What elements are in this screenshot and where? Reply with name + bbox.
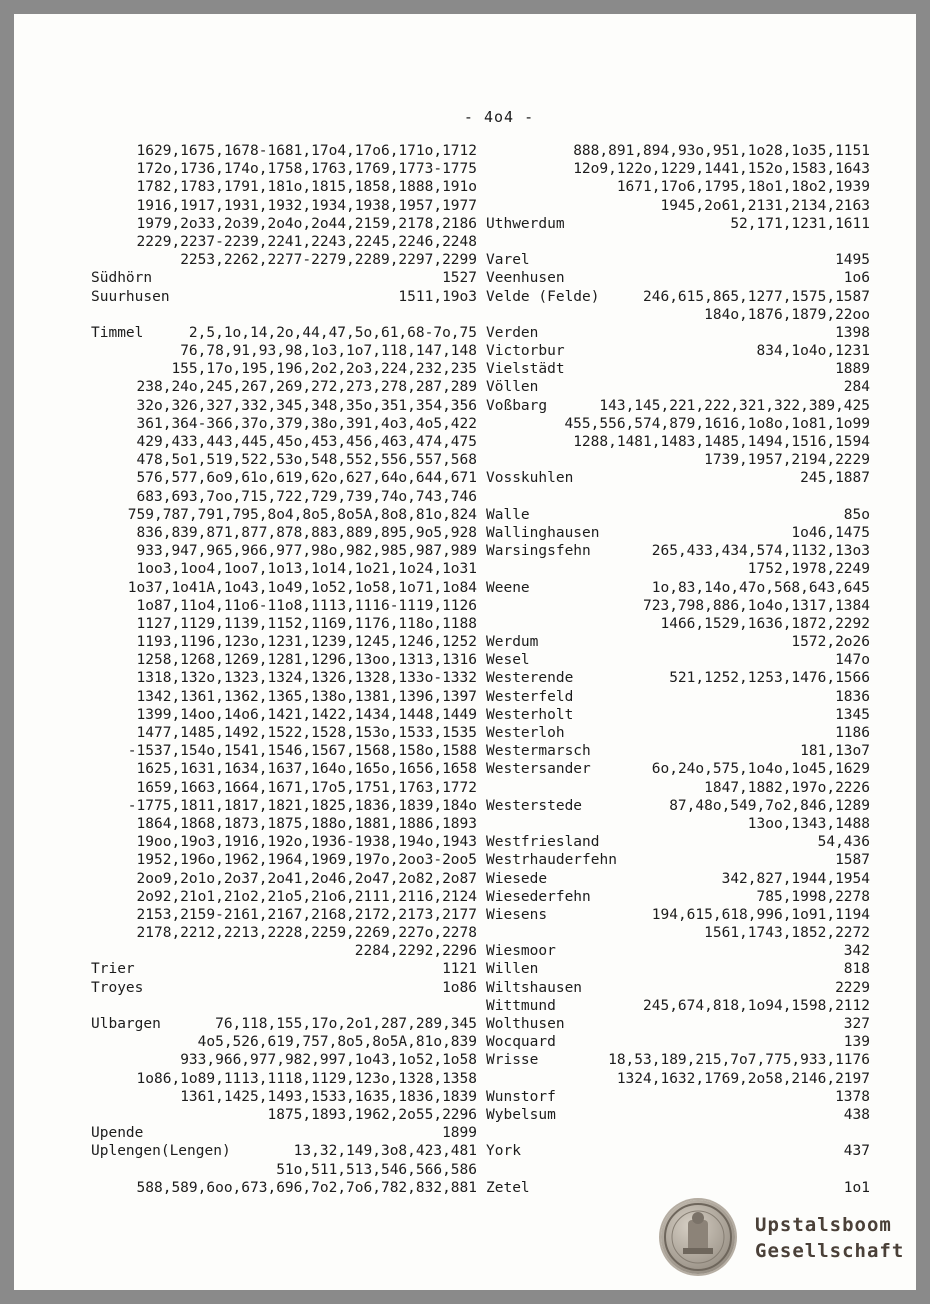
entry-page-numbers: 478,5o1,519,522,53o,548,552,556,557,568 [136,452,477,469]
index-entry [486,215,870,233]
entry-page-numbers: 147o [835,652,870,669]
entry-page-numbers: 1361,1425,1493,1533,1635,1836,1839 [180,1088,477,1105]
entry-page-numbers: 1342,1361,1362,1365,138o,1381,1396,1397 [136,688,477,705]
index-entry [91,1051,477,1069]
index-entry [486,269,870,287]
entry-page-numbers: 361,364-366,37o,379,38o,391,4o3,4o5,422 [136,415,477,432]
entry-page-numbers: 327 [843,1016,870,1032]
index-entry [91,233,477,251]
entry-page-numbers: 245,674,818,1o94,1598,2112 [643,997,870,1014]
entry-place-name: Varel [486,252,530,269]
index-entry [486,233,870,251]
index-entry [486,815,870,833]
entry-page-numbers: 2o92,21o1,21o2,21o5,21o6,2111,2116,2124 [136,888,477,905]
index-entry [91,833,477,851]
index-column-left [91,142,477,1197]
entry-page-numbers: 155,17o,195,196,2o2,2o3,224,232,235 [171,361,477,378]
entry-place-name: Warsingsfehn [486,543,591,560]
index-entry [486,688,870,706]
entry-page-numbers: 1o86 [442,979,477,996]
entry-page-numbers: 1899 [442,1125,477,1142]
index-entry [486,870,870,888]
index-entry [91,1033,477,1051]
entry-place-name: Wolthusen [486,1016,565,1032]
entry-place-name: Westerfeld [486,688,574,705]
publisher-logo [661,1200,911,1276]
index-entry [91,342,477,360]
index-entry [91,1106,477,1124]
entry-place-name: Westerstede [486,797,583,814]
entry-page-numbers: 85o [843,506,870,523]
entry-place-name: Völlen [486,379,539,396]
index-entry [91,797,477,815]
entry-page-numbers: 245,1887 [800,470,870,487]
entry-page-numbers: 785,1998,2278 [756,888,870,905]
index-entry [91,1124,477,1142]
index-entry [486,197,870,215]
entry-place-name: Uplengen(Lengen) [91,1143,231,1160]
index-entry [91,1161,477,1179]
index-entry [486,706,870,724]
entry-page-numbers: 184o,1876,1879,22oo [704,306,870,323]
index-entry [486,1070,870,1088]
entry-place-name: Veenhusen [486,270,565,287]
index-entry [486,997,870,1015]
index-entry [91,597,477,615]
index-entry [91,160,477,178]
publisher-name-line1: Upstalsboom [755,1214,892,1236]
index-entry [91,142,477,160]
index-entry [486,888,870,906]
index-entry [91,742,477,760]
index-entry [486,833,870,851]
entry-page-numbers: 6o,24o,575,1o4o,1o45,1629 [651,761,870,778]
entry-page-numbers: 1889 [835,361,870,378]
entry-place-name: Südhörn [91,270,153,287]
entry-page-numbers: 1o,83,14o,47o,568,643,645 [651,579,870,596]
entry-place-name: Troyes [91,979,144,996]
index-entry [91,1070,477,1088]
entry-page-numbers: 76,118,155,17o,2o1,287,289,345 [215,1016,477,1032]
entry-page-numbers: 1952,196o,1962,1964,1969,197o,2oo3-2oo5 [136,852,477,869]
index-entry [486,288,870,306]
entry-page-numbers: -1775,1811,1817,1821,1825,1836,1839,184o [127,797,477,814]
entry-place-name: Werdum [486,634,539,651]
index-entry [486,1124,870,1142]
entry-page-numbers: 265,433,434,574,1132,13o3 [651,543,870,560]
index-entry [486,560,870,578]
entry-place-name: Zetel [486,1179,530,1196]
index-entry [91,1142,477,1160]
entry-page-numbers: 818 [843,961,870,978]
entry-page-numbers: 1671,17o6,1795,18o1,18o2,1939 [616,179,870,196]
index-entry [486,178,870,196]
index-entry [91,542,477,560]
index-entry [91,506,477,524]
entry-page-numbers: 2284,2292,2296 [354,943,477,960]
entry-page-numbers: 933,947,965,966,977,98o,982,985,987,989 [136,543,477,560]
entry-page-numbers: 437 [843,1143,870,1160]
entry-place-name: Victorbur [486,343,565,360]
entry-page-numbers: 342 [843,943,870,960]
index-entry [91,378,477,396]
index-entry [486,797,870,815]
entry-page-numbers: 1875,1893,1962,2o55,2296 [267,1106,477,1123]
index-entry [486,669,870,687]
entry-page-numbers: 1193,1196,123o,1231,1239,1245,1246,1252 [136,634,477,651]
entry-place-name: Suurhusen [91,288,170,305]
entry-page-numbers: 1121 [442,961,477,978]
entry-page-numbers: 1324,1632,1769,2o58,2146,2197 [616,1070,870,1087]
index-entry [91,706,477,724]
entry-page-numbers: 13oo,1343,1488 [747,815,870,832]
entry-place-name: Vosskuhlen [486,470,574,487]
entry-page-numbers: 1o1 [843,1179,870,1196]
index-entry [91,178,477,196]
entry-page-numbers: 1659,1663,1664,1671,17o5,1751,1763,1772 [136,779,477,796]
index-entry [91,1088,477,1106]
entry-page-numbers: 723,798,886,1o4o,1317,1384 [643,597,870,614]
entry-page-numbers: 1527 [442,270,477,287]
index-entry [486,1051,870,1069]
entry-place-name: Wybelsum [486,1106,556,1123]
index-entry [91,1015,477,1033]
index-entry [91,760,477,778]
entry-place-name: Trier [91,961,135,978]
entry-page-numbers: 1127,1129,1139,1152,1169,1176,118o,1188 [136,615,477,632]
index-entry [486,251,870,269]
index-entry [91,306,477,324]
index-entry [486,469,870,487]
index-entry [486,506,870,524]
index-entry [486,415,870,433]
index-entry [91,960,477,978]
entry-page-numbers: 1318,132o,1323,1324,1326,1328,133o-1332 [136,670,477,687]
index-entry [91,870,477,888]
entry-place-name: Westrhauderfehn [486,852,617,869]
entry-page-numbers: 1979,2o33,2o39,2o4o,2o44,2159,2178,2186 [136,215,477,232]
entry-page-numbers: 2253,2262,2277-2279,2289,2297,2299 [180,252,477,269]
index-entry [486,142,870,160]
index-entry [486,579,870,597]
entry-place-name: Wiesederfehn [486,888,591,905]
entry-place-name: Wrisse [486,1052,539,1069]
index-entry [91,979,477,997]
index-entry [91,779,477,797]
index-entry [486,488,870,506]
entry-page-numbers: 1o86,1o89,1113,1118,1129,123o,1328,1358 [136,1070,477,1087]
entry-page-numbers: 1511,19o3 [398,288,477,305]
entry-page-numbers: 1186 [835,725,870,741]
index-entry [91,633,477,651]
index-entry [486,378,870,396]
entry-page-numbers: 342,827,1944,1954 [721,870,870,887]
entry-place-name: Wallinghausen [486,524,600,541]
entry-page-numbers: 238,24o,245,267,269,272,273,278,287,289 [136,379,477,396]
entry-page-numbers: 12o9,122o,1229,1441,152o,1583,1643 [573,161,870,178]
index-entry [91,924,477,942]
entry-page-numbers: 143,145,221,222,321,322,389,425 [599,397,870,414]
entry-page-numbers: 429,433,443,445,45o,453,456,463,474,475 [136,434,477,450]
entry-page-numbers: 1399,14oo,14o6,1421,1422,1434,1448,1449 [136,706,477,723]
index-entry [486,542,870,560]
index-entry [486,742,870,760]
entry-page-numbers: 455,556,574,879,1616,1o8o,1o81,1o99 [564,415,870,432]
index-entry [91,251,477,269]
entry-page-numbers: 1572,2o26 [791,634,870,651]
index-entry [91,669,477,687]
index-entry [486,651,870,669]
index-entry [486,433,870,451]
entry-place-name: Westerloh [486,725,565,741]
index-entry [91,415,477,433]
index-entry [486,906,870,924]
entry-page-numbers: 87,48o,549,7o2,846,1289 [669,797,870,814]
entry-place-name: Weene [486,579,530,596]
entry-page-numbers: 1o46,1475 [791,524,870,541]
entry-page-numbers: 588,589,6oo,673,696,7o2,7o6,782,832,881 [136,1179,477,1196]
entry-page-numbers: 51o,511,513,546,566,586 [276,1161,477,1178]
publisher-name [755,1212,904,1264]
index-entry [91,360,477,378]
entry-page-numbers: 172o,1736,174o,1758,1763,1769,1773-1775 [136,161,477,178]
entry-page-numbers: 1o87,11o4,11o6-11o8,1113,1116-1119,1126 [136,597,477,614]
entry-page-numbers: 1o37,1o41A,1o43,1o49,1o52,1o58,1o71,1o84 [127,579,477,596]
entry-page-numbers: 1945,2o61,2131,2134,2163 [660,197,870,214]
entry-place-name: Wocquard [486,1034,556,1051]
index-entry [486,306,870,324]
entry-page-numbers: 139 [843,1034,870,1051]
entry-place-name: Wunstorf [486,1088,556,1105]
entry-page-numbers: 1625,1631,1634,1637,164o,165o,1656,1658 [136,761,477,778]
entry-page-numbers: 32o,326,327,332,345,348,35o,351,354,356 [136,397,477,414]
entry-place-name: Wiltshausen [486,979,583,996]
entry-page-numbers: 576,577,6o9,61o,619,62o,627,64o,644,671 [136,470,477,487]
entry-place-name: Westermarsch [486,743,591,760]
entry-place-name: Uthwerdum [486,215,565,232]
entry-place-name: Westfriesland [486,834,600,851]
index-entry [91,433,477,451]
index-entry [486,633,870,651]
index-entry [486,451,870,469]
entry-page-numbers: 54,436 [817,834,870,851]
entry-page-numbers: 683,693,7oo,715,722,729,739,74o,743,746 [136,488,477,505]
index-entry [91,397,477,415]
index-entry [486,1015,870,1033]
index-entry [486,760,870,778]
document-page [14,14,916,1290]
entry-page-numbers: 888,891,894,93o,951,1o28,1o35,1151 [573,143,870,159]
entry-page-numbers: 1864,1868,1873,1875,188o,1881,1886,1893 [136,815,477,832]
index-entry [486,779,870,797]
entry-place-name: Westersander [486,761,591,778]
entry-place-name: Willen [486,961,539,978]
entry-place-name: Wittmund [486,997,556,1014]
entry-page-numbers: 2153,2159-2161,2167,2168,2172,2173,2177 [136,906,477,923]
entry-page-numbers: 836,839,871,877,878,883,889,895,9o5,928 [136,524,477,541]
index-entry [486,1179,870,1197]
publisher-name-line2: Gesellschaft [755,1240,905,1262]
index-entry [486,397,870,415]
index-entry [91,888,477,906]
index-entry [486,1106,870,1124]
entry-page-numbers: 1258,1268,1269,1281,1296,13oo,1313,1316 [136,652,477,669]
index-entry [91,815,477,833]
entry-page-numbers: 76,78,91,93,98,1o3,1o7,118,147,148 [180,343,477,360]
index-entry [91,524,477,542]
entry-page-numbers: 1916,1917,1931,1932,1934,1938,1957,1977 [136,197,477,214]
entry-page-numbers: 1466,1529,1636,1872,2292 [660,615,870,632]
entry-page-numbers: 834,1o4o,1231 [756,343,870,360]
entry-page-numbers: 1398 [835,324,870,341]
page-number: - 4o4 - [463,108,535,126]
index-entry [91,324,477,342]
index-entry [486,979,870,997]
entry-page-numbers: 2,5,1o,14,2o,44,47,5o,61,68-7o,75 [188,324,477,341]
entry-page-numbers: 2178,2212,2213,2228,2259,2269,227o,2278 [136,925,477,942]
entry-place-name: York [486,1143,521,1160]
entry-page-numbers: 1587 [835,852,870,869]
entry-page-numbers: 2229,2237-2239,2241,2243,2245,2246,2248 [136,233,477,250]
seal-icon [661,1200,735,1274]
index-entry [91,906,477,924]
index-entry [91,288,477,306]
entry-place-name: Upende [91,1125,144,1142]
index-entry [91,615,477,633]
index-entry [91,451,477,469]
index-entry [486,1142,870,1160]
entry-page-numbers: 1836 [835,688,870,705]
entry-page-numbers: 1495 [835,252,870,269]
entry-place-name: Wiesmoor [486,943,556,960]
entry-page-numbers: 1739,1957,2194,2229 [704,452,870,469]
entry-page-numbers: 933,966,977,982,997,1o43,1o52,1o58 [180,1052,477,1069]
entry-page-numbers: 284 [843,379,870,396]
index-entry [486,1161,870,1179]
entry-place-name: Verden [486,324,539,341]
entry-place-name: Wesel [486,652,530,669]
entry-place-name: Wiesede [486,870,548,887]
entry-place-name: Voßbarg [486,397,548,414]
index-entry [486,1033,870,1051]
entry-page-numbers: 1288,1481,1483,1485,1494,1516,1594 [573,434,870,450]
entry-page-numbers: 18,53,189,215,7o7,775,933,1176 [608,1052,870,1069]
index-entry [486,597,870,615]
entry-page-numbers: 52,171,1231,1611 [730,215,870,232]
entry-page-numbers: 181,13o7 [800,743,870,760]
index-entry [91,688,477,706]
entry-page-numbers: 194,615,618,996,1o91,1194 [651,906,870,923]
index-entry [486,615,870,633]
entry-place-name: Velde (Felde) [486,288,600,305]
entry-place-name: Ulbargen [91,1016,161,1032]
entry-page-numbers: 4o5,526,619,757,8o5,8o5A,81o,839 [197,1034,477,1051]
index-entry [91,651,477,669]
entry-page-numbers: 19oo,19o3,1916,192o,1936-1938,194o,1943 [136,834,477,851]
entry-page-numbers: 1561,1743,1852,2272 [704,925,870,942]
entry-page-numbers: 759,787,791,795,8o4,8o5,8o5A,8o8,81o,824 [127,506,477,523]
index-entry [486,342,870,360]
entry-page-numbers: 1782,1783,1791,181o,1815,1858,1888,191o [136,179,477,196]
entry-page-numbers: 1oo3,1oo4,1oo7,1o13,1o14,1o21,1o24,1o31 [136,561,477,578]
index-entry [486,360,870,378]
index-entry [486,160,870,178]
index-entry [91,215,477,233]
entry-page-numbers: 1477,1485,1492,1522,1528,153o,1533,1535 [136,725,477,741]
index-entry [486,524,870,542]
entry-page-numbers: 246,615,865,1277,1575,1587 [643,288,870,305]
entry-page-numbers: 438 [843,1106,870,1123]
index-entry [486,960,870,978]
entry-place-name: Westerende [486,670,574,687]
index-entry [91,851,477,869]
index-entry [486,324,870,342]
entry-page-numbers: 1345 [835,706,870,723]
entry-page-numbers: 13,32,149,3o8,423,481 [293,1143,477,1160]
entry-place-name: Walle [486,506,530,523]
index-entry [486,1088,870,1106]
entry-page-numbers: -1537,154o,1541,1546,1567,1568,158o,1588 [127,743,477,760]
entry-page-numbers: 1o6 [843,270,870,287]
index-entry [91,997,477,1015]
index-entry [91,560,477,578]
entry-page-numbers: 1629,1675,1678-1681,17o4,17o6,171o,1712 [136,143,477,159]
entry-page-numbers: 521,1252,1253,1476,1566 [669,670,870,687]
entry-page-numbers: 2229 [835,979,870,996]
index-entry [486,724,870,742]
index-entry [486,851,870,869]
index-entry [91,579,477,597]
index-entry [91,1179,477,1197]
entry-page-numbers: 2oo9,2o1o,2o37,2o41,2o46,2o47,2o82,2o87 [136,870,477,887]
entry-page-numbers: 1378 [835,1088,870,1105]
index-entry [91,469,477,487]
index-entry [486,942,870,960]
index-entry [91,942,477,960]
index-entry [91,724,477,742]
index-entry [91,197,477,215]
entry-place-name: Vielstädt [486,361,565,378]
entry-page-numbers: 1847,1882,197o,2226 [704,779,870,796]
entry-place-name: Timmel [91,324,144,341]
index-entry [91,488,477,506]
index-entry [91,269,477,287]
entry-place-name: Wiesens [486,906,548,923]
entry-place-name: Westerholt [486,706,574,723]
index-entry [486,924,870,942]
entry-page-numbers: 1752,1978,2249 [747,561,870,578]
index-column-right [486,142,870,1197]
